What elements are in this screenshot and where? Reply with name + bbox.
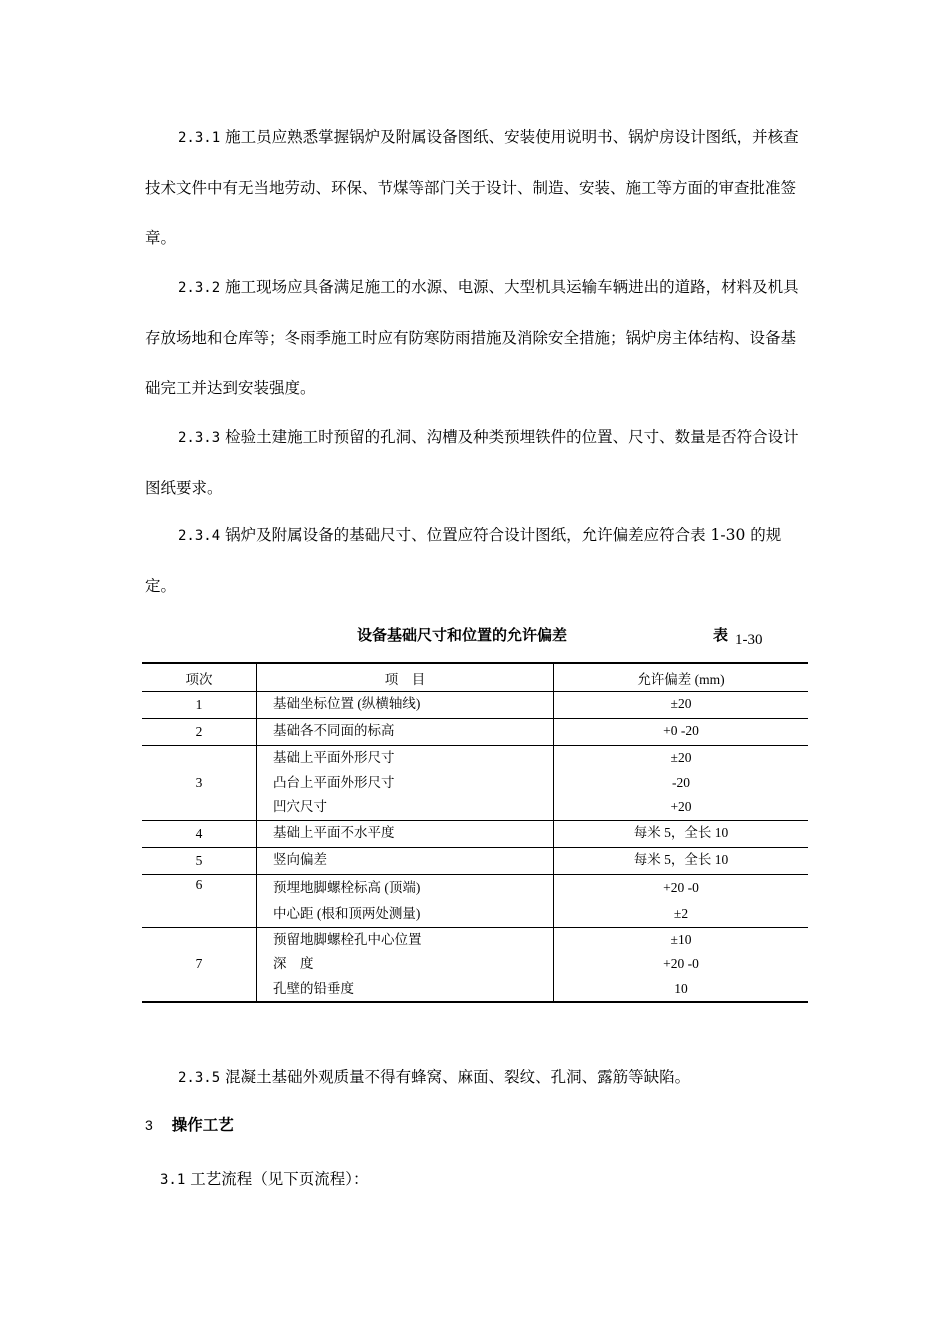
row-deviation <box>554 820 809 847</box>
row-item <box>257 874 554 927</box>
table-title: 设备基础尺寸和位置的允许偏差 <box>357 626 568 644</box>
subsection-number: 3.1 <box>160 1172 186 1188</box>
row-item <box>257 719 554 746</box>
row-number: 1 <box>142 692 257 719</box>
item-line: 预留地脚螺栓孔中心位置 <box>273 931 422 947</box>
paragraph-text: 施工员应熟悉掌握锅炉及附属设备图纸、安装使用说明书、锅炉房设计图纸，并核查技术文件中有无当地劳动、环保、节煤等部门关于设计、制造、安装、施工等方面的审查批准签章。 <box>145 128 799 247</box>
paragraph-number: 2.3.1 <box>178 130 221 146</box>
item-line: 孔壁的铅垂度 <box>273 980 354 996</box>
item-line: 基础上平面不水平度 <box>273 824 395 840</box>
table-row <box>142 874 808 927</box>
table-row <box>142 746 808 821</box>
deviation-line: ±10 <box>670 931 692 947</box>
row-number: 7 <box>142 927 257 1002</box>
item-line: 基础上平面外形尺寸 <box>273 750 395 765</box>
paragraph-2-3-1 <box>145 112 810 263</box>
deviation-line: ±20 <box>670 750 692 765</box>
table-row <box>142 847 808 874</box>
deviation-line: ±2 <box>673 905 689 921</box>
row-number: 2 <box>142 719 257 746</box>
row-number: 6 <box>142 874 257 927</box>
table-row <box>142 692 808 719</box>
row-deviation <box>554 719 809 746</box>
deviation-line: +20 -0 <box>663 879 699 895</box>
deviation-line: 10 <box>674 980 688 996</box>
paragraph-2-3-2 <box>145 262 810 413</box>
paragraph-2-3-3 <box>145 412 810 513</box>
paragraph-text: 检验土建施工时预留的孔洞、沟槽及种类预埋铁件的位置、尺寸、数量是否符合设计图纸要求。 <box>145 428 799 497</box>
paragraph-2-3-4 <box>145 510 810 611</box>
item-line: 预埋地脚螺栓标高 (顶端) <box>273 879 421 895</box>
row-item <box>257 847 554 874</box>
item-line: 竖向偏差 <box>273 851 327 867</box>
section-title: 操作工艺 <box>171 1116 234 1134</box>
deviation-line: ±20 <box>670 696 692 711</box>
subsection-heading <box>160 1164 369 1195</box>
item-line: 基础各不同面的标高 <box>273 723 395 738</box>
table-label: 表 <box>713 626 729 644</box>
paragraph-text: 施工现场应具备满足施工的水源、电源、大型机具运输车辆进出的道路，材料及机具存放场地和仓库等；冬雨季施工时应有防寒防雨措施及消除安全措施；锅炉房主体结构、设备基础完工并达到安装强度。 <box>145 278 799 397</box>
section-heading <box>145 1110 234 1140</box>
deviation-line: +20 -0 <box>663 956 699 971</box>
deviation-line: +20 <box>670 799 692 814</box>
row-item <box>257 820 554 847</box>
paragraph-text: 混凝土基础外观质量不得有蜂窝、麻面、裂纹、孔洞、露筋等缺陷。 <box>225 1068 691 1086</box>
row-number: 5 <box>142 847 257 874</box>
table-row <box>142 927 808 1002</box>
row-number: 4 <box>142 820 257 847</box>
row-deviation <box>554 692 809 719</box>
paragraph-number: 2.3.4 <box>178 528 221 544</box>
paragraph-text: 锅炉及附属设备的基础尺寸、位置应符合设计图纸，允许偏差应符合表 1-30 的规定。 <box>145 526 782 595</box>
table-caption <box>145 622 810 652</box>
row-deviation <box>554 874 809 927</box>
row-deviation <box>554 746 809 821</box>
deviation-line: -20 <box>672 774 690 790</box>
item-line: 基础坐标位置 (纵横轴线) <box>273 696 421 711</box>
header-no: 项次 <box>142 663 257 692</box>
deviation-line: +0 -20 <box>663 723 699 738</box>
row-deviation <box>554 927 809 1002</box>
paragraph-number: 2.3.2 <box>178 280 221 296</box>
paragraph-2-3-5 <box>145 1052 810 1103</box>
row-item <box>257 927 554 1002</box>
row-item <box>257 692 554 719</box>
deviation-line: 每米 5，全长 10 <box>633 824 729 840</box>
table-number: 1-30 <box>735 632 763 648</box>
row-deviation <box>554 847 809 874</box>
table-row <box>142 820 808 847</box>
row-item <box>257 746 554 821</box>
deviation-table <box>142 662 808 1003</box>
row-number: 3 <box>142 746 257 821</box>
paragraph-number: 2.3.5 <box>178 1070 221 1086</box>
header-deviation: 允许偏差 (mm) <box>554 663 809 692</box>
deviation-line: 每米 5，全长 10 <box>633 851 729 867</box>
paragraph-number: 2.3.3 <box>178 430 221 446</box>
section-number: 3 <box>145 1117 153 1133</box>
item-line: 中心距 (根和顶两处测量) <box>273 905 421 921</box>
header-item: 项 目 <box>257 663 554 692</box>
table-header-row <box>142 663 808 692</box>
item-line: 凸台上平面外形尺寸 <box>273 774 395 790</box>
item-line: 深 度 <box>273 956 314 971</box>
item-line: 凹穴尺寸 <box>273 799 327 814</box>
table-row <box>142 719 808 746</box>
subsection-text: 工艺流程（见下页流程）： <box>190 1170 369 1188</box>
